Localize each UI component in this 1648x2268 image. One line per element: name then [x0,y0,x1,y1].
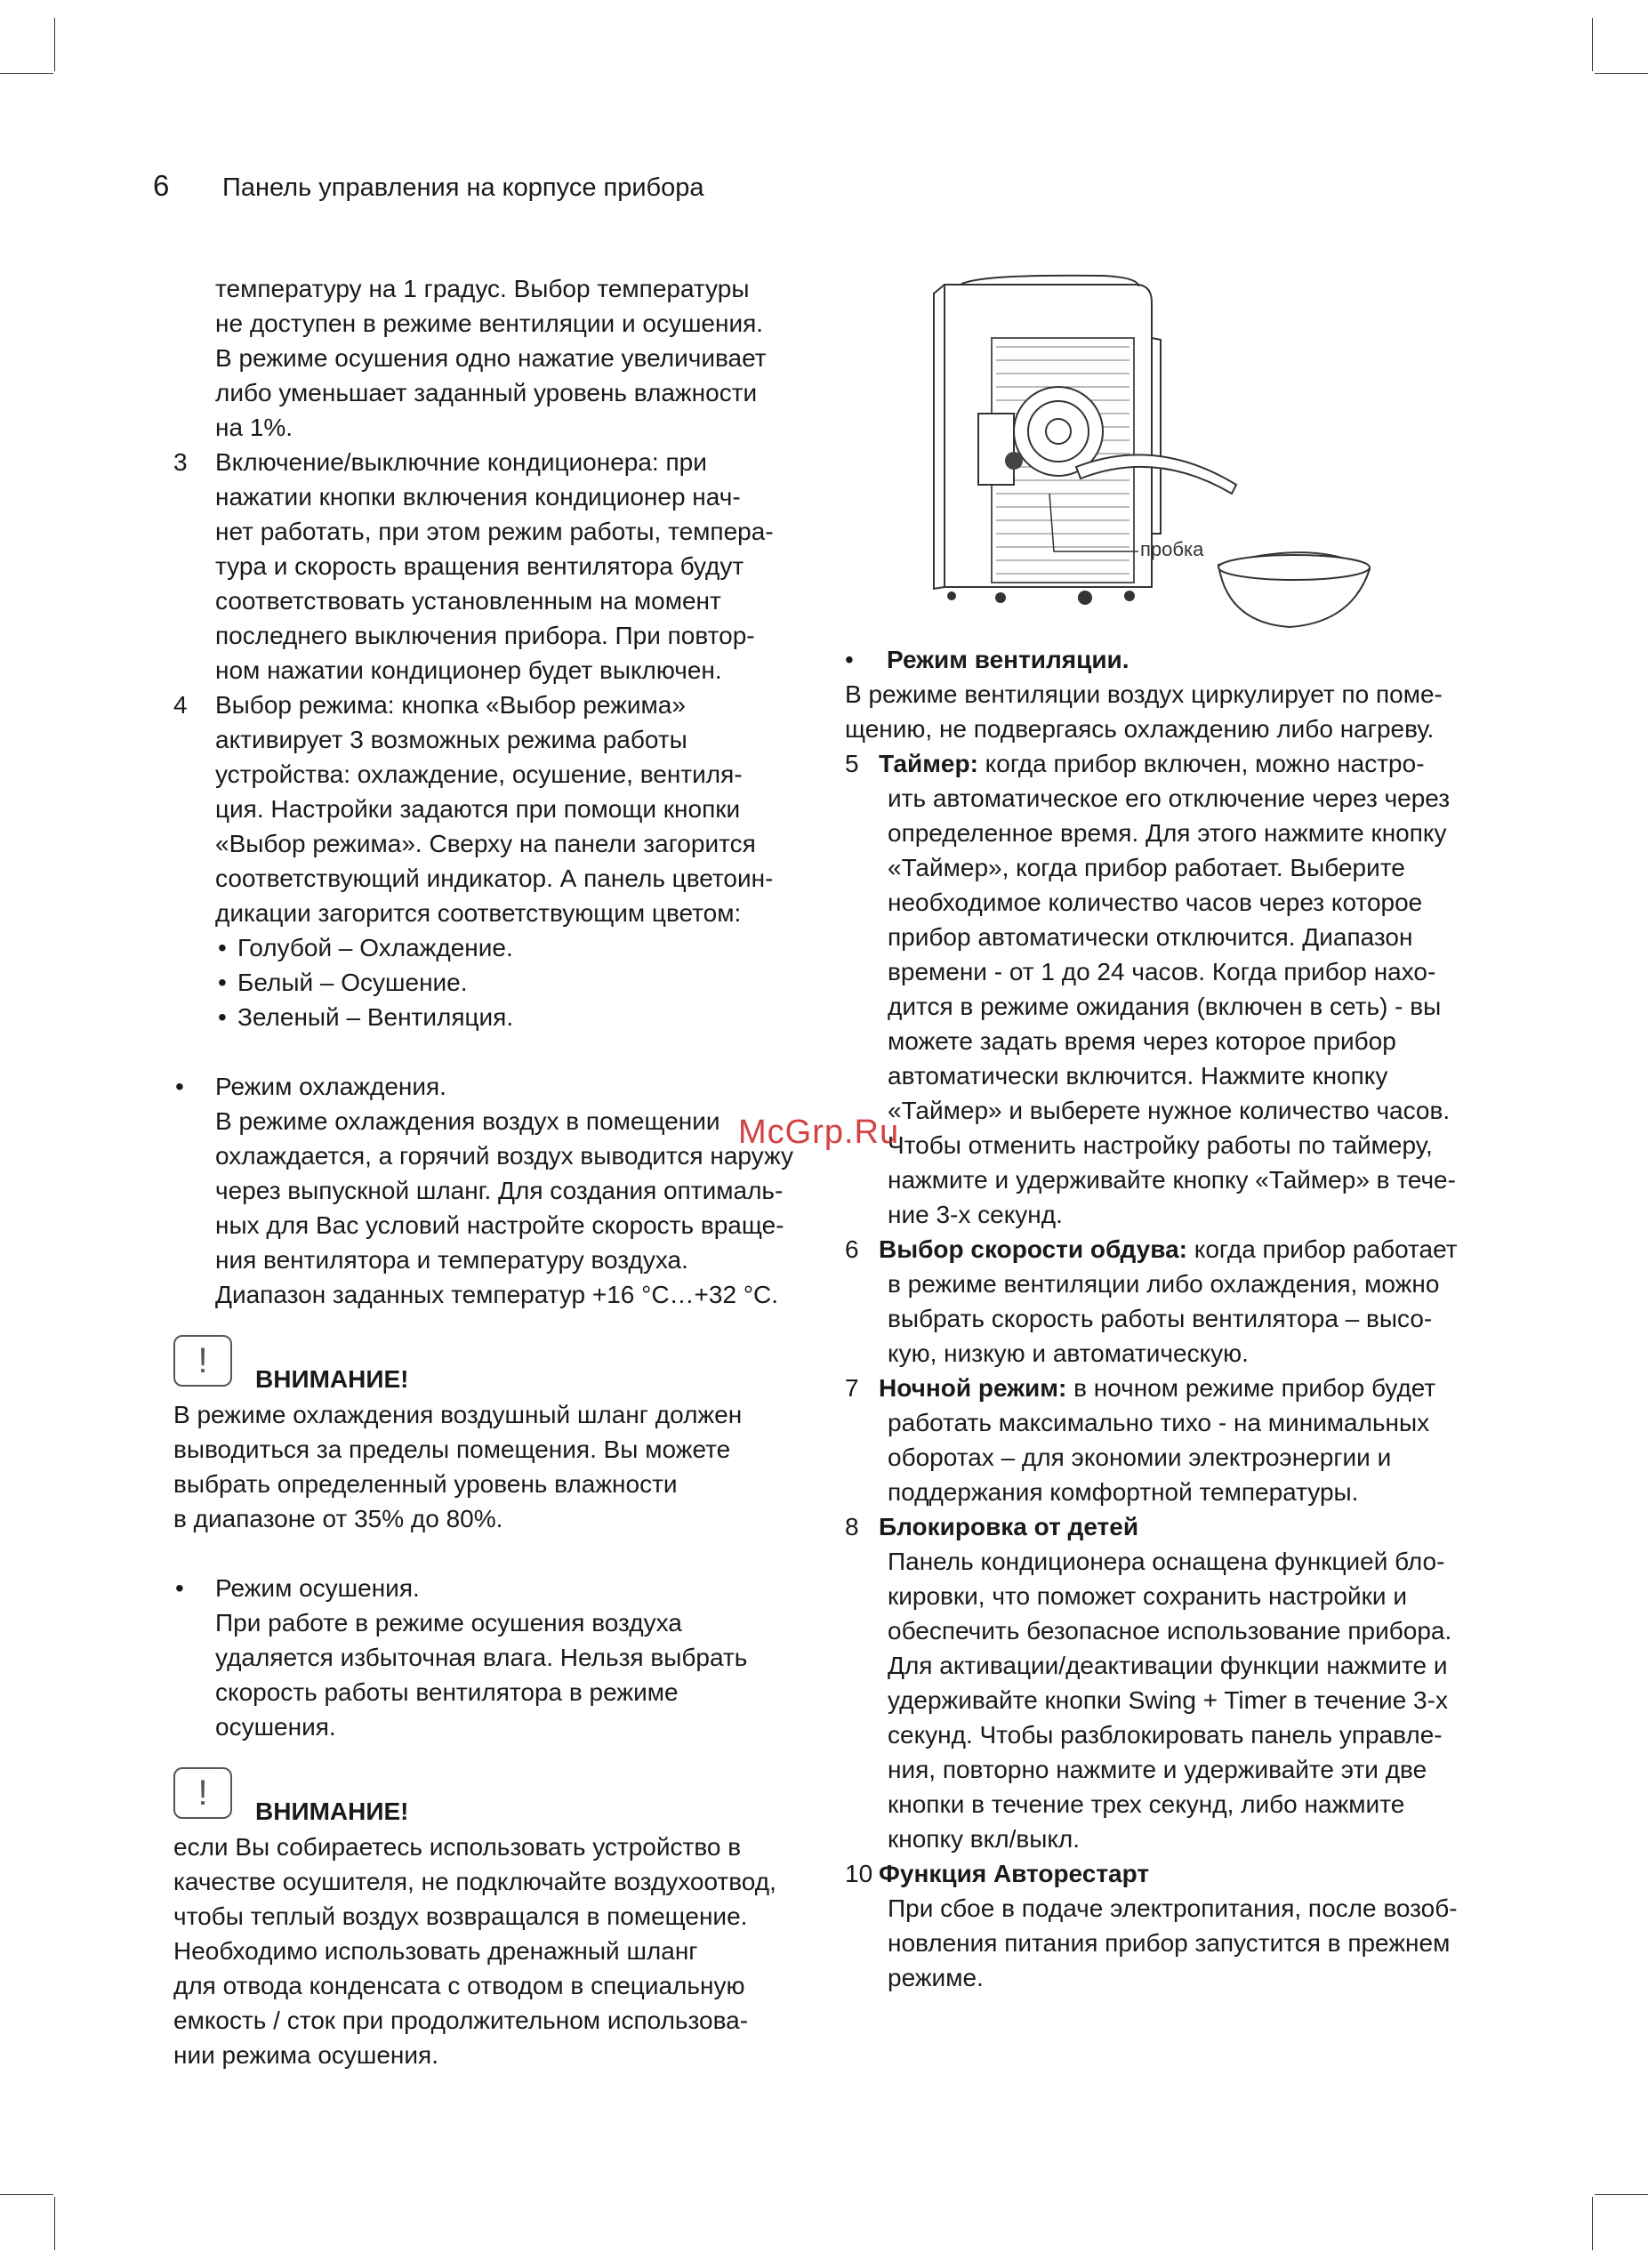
text-line: выбрать определенный уровень влажности [173,1470,678,1498]
item-number: 10 [845,1860,873,1887]
warning-header [173,1328,805,1397]
warning-icon: ! [173,1767,232,1819]
text-line: когда прибор включен, можно настро- [977,750,1425,777]
text-line: Режим охлаждения. [215,1073,446,1100]
list-item-4 [173,688,805,930]
color-list [173,930,805,1034]
list-item-7 [845,1371,1476,1509]
intro-paragraph [173,271,805,445]
page-number: 6 [153,169,170,202]
list-item-3 [173,445,805,688]
item-title: Блокировка от детей [879,1513,1139,1540]
item-number: 3 [173,448,188,476]
item-title: Выбор скорости обдува: [879,1235,1187,1263]
bullet: • [175,1073,184,1100]
crop-mark [1595,2194,1648,2195]
text-line: Панель кондиционера оснащена функцией бло- [888,1548,1445,1575]
color-item-text: Зеленый – Вентиляция. [237,1003,514,1031]
text-line: «Таймер» и выберете нужное количество часов. [888,1097,1451,1124]
text-line: секунд. Чтобы разблокировать панель управле- [888,1721,1443,1749]
page-title: Панель управления на корпусе прибора [222,173,704,202]
text-line: соответствовать установленным на момент [215,587,721,615]
color-item [218,930,805,965]
text-line: соответствующий индикатор. А панель цветоин- [215,865,774,892]
text-line: автоматически включится. Нажмите кнопку [888,1062,1388,1090]
text-line: ния, повторно нажмите и удерживайте эти две [888,1756,1427,1783]
text-line: в режиме вентиляции либо охлаждения, можно [888,1270,1440,1298]
item-title: Таймер: [879,750,978,777]
text-line: нажатии кнопки включения кондиционер нач- [215,483,741,511]
text-line: необходимое количество часов через которое [888,889,1423,916]
text-line: ция. Настройки задаются при помощи кнопки [215,795,741,823]
text-line: В режиме осушения одно нажатие увеличивает [215,344,767,372]
ventilation-title [845,642,1476,677]
text-line: в ночном режиме прибор будет [1066,1374,1436,1402]
text-line: последнего выключения прибора. При повтор- [215,622,755,649]
list-item-8 [845,1509,1476,1856]
text-line: поддержания комфортной температуры. [888,1478,1359,1506]
warning-icon: ! [173,1335,232,1387]
text-line: кнопку вкл/выкл. [888,1825,1081,1853]
warning-title: ВНИМАНИЕ! [255,1365,409,1393]
text-line: удерживайте кнопки Swing + Timer в течение 3-х [888,1686,1448,1714]
text-line: Выбор режима: кнопка «Выбор режима» [215,691,686,719]
item-number: 7 [845,1374,859,1402]
color-item-text: Белый – Осушение. [237,969,468,996]
text-line: «Выбор режима». Сверху на панели загорится [215,830,756,857]
bullet: • [175,1574,184,1602]
text-line: скорость работы вентилятора в режиме [215,1678,679,1706]
text-line: Диапазон заданных температур +16 °С…+32 °С. [215,1281,779,1308]
crop-mark [54,2197,55,2250]
ventilation-text [845,677,1476,746]
figure-label: пробка [1140,538,1204,560]
bullet: • [218,934,227,961]
warning-text [173,1830,805,2072]
color-item [218,965,805,1000]
warning-text [173,1397,805,1536]
text-line: осушения. [215,1713,336,1741]
text-line: Чтобы отменить настройку работы по таймеру, [888,1131,1433,1159]
item-number: 8 [845,1513,859,1540]
right-column [845,642,1476,1995]
text-line: «Таймер», когда прибор работает. Выберите [888,854,1405,881]
text-line: емкость / сток при продолжительном использова- [173,2007,749,2034]
text-line: нажмите и удерживайте кнопку «Таймер» в тече- [888,1166,1456,1194]
text-line: При сбое в подаче электропитания, после возоб- [888,1894,1458,1922]
text-line: можете задать время через которое прибор [888,1027,1396,1055]
crop-mark [0,73,53,74]
text-line: на 1%. [215,414,293,441]
item-number: 6 [845,1235,859,1263]
bullet: • [845,646,854,673]
section-title: Режим вентиляции. [887,646,1129,673]
text-line: температуру на 1 градус. Выбор температуры [215,275,750,302]
bullet: • [218,1003,227,1031]
text-line: обеспечить безопасное использование прибора. [888,1617,1452,1645]
list-item-5 [845,746,1476,1232]
text-line: ных для Вас условий настройте скорость враще- [215,1211,784,1239]
text-line: В режиме охлаждения воздушный шланг должен [173,1401,743,1428]
watermark: McGrp.Ru [738,1114,900,1151]
text-line: кнопки в течение трех секунд, либо нажмите [888,1790,1405,1818]
text-line: кировки, что поможет сохранить настройки и [888,1582,1407,1610]
left-column [173,271,805,2072]
item-title: Функция Авторестарт [879,1860,1150,1887]
crop-mark [1592,18,1593,71]
text-line: охлаждается, а горячий воздух выводится наружу [215,1142,794,1170]
text-line: ном нажатии кондиционер будет выключен. [215,656,722,684]
crop-mark [54,18,55,71]
text-line: удаляется избыточная влага. Нельзя выбрать [215,1644,748,1671]
text-line: Включение/выключние кондиционера: при [215,448,707,476]
text-line: В режиме вентиляции воздух циркулирует по поме- [845,680,1443,708]
list-item-10 [845,1856,1476,1995]
item-number: 5 [845,750,859,777]
text-line: В режиме охлаждения воздух в помещении [215,1107,720,1135]
text-line: прибор автоматически отключится. Диапазон [888,923,1413,951]
text-line: для отвода конденсата с отводом в специальную [173,1972,745,1999]
text-line: либо уменьшает заданный уровень влажности [215,379,758,406]
text-line: режиме. [888,1964,984,1991]
text-line: Режим осушения. [215,1574,420,1602]
color-item [218,1000,805,1034]
text-line: активирует 3 возможных режима работы [215,726,687,753]
text-line: выбрать скорость работы вентилятора – высо- [888,1305,1433,1332]
text-line: нет работать, при этом режим работы, темпера- [215,518,774,545]
air-conditioner-drain-illustration [925,267,1423,631]
list-item-6 [845,1232,1476,1371]
crop-mark [1592,2197,1593,2250]
text-line: качестве осушителя, не подключайте воздухоотвод, [173,1868,776,1895]
text-line: щению, не подвергаясь охлаждению либо нагреву. [845,715,1435,743]
warning-header [173,1760,805,1830]
text-line: ить автоматическое его отключение через через [888,784,1451,812]
text-line: через выпускной шланг. Для создания оптималь- [215,1177,784,1204]
text-line: ния вентилятора и температуру воздуха. [215,1246,688,1274]
drying-section [173,1571,805,1744]
text-line: не доступен в режиме вентиляции и осушения. [215,310,764,337]
text-line: выводиться за пределы помещения. Вы можете [173,1436,731,1463]
text-line: дится в режиме ожидания (включен в сеть) - вы [888,993,1442,1020]
text-line: При работе в режиме осушения воздуха [215,1609,682,1637]
text-line: кую, низкую и автоматическую. [888,1339,1249,1367]
text-line: времени - от 1 до 24 часов. Когда прибор нахо- [888,958,1436,985]
warning-title: ВНИМАНИЕ! [255,1798,409,1825]
text-line: Для активации/деактивации функции нажмите и [888,1652,1448,1679]
text-line: чтобы теплый воздух возвращался в помещение. [173,1902,748,1930]
text-line: дикации загорится соответствующим цветом: [215,899,742,927]
item-title: Ночной режим: [879,1374,1067,1402]
text-line: нии режима осушения. [173,2041,438,2069]
text-line: работать максимально тихо - на минимальных [888,1409,1430,1436]
text-line: определенное время. Для этого нажмите кнопку [888,819,1447,847]
text-line: ние 3-х секунд. [888,1201,1063,1228]
text-line: Необходимо использовать дренажный шланг [173,1937,698,1965]
text-line: в диапазоне от 35% до 80%. [173,1505,503,1532]
page-header [153,169,704,203]
text-line: устройства: охлаждение, осушение, вентиля- [215,760,743,788]
text-line: тура и скорость вращения вентилятора будут [215,552,744,580]
text-line: новления питания прибор запустится в прежнем [888,1929,1451,1957]
color-item-text: Голубой – Охлаждение. [237,934,513,961]
text-line: когда прибор работает [1186,1235,1458,1263]
cooling-section [173,1069,805,1312]
bullet: • [218,969,227,996]
text-line: оборотах – для экономии электроэнергии и [888,1444,1392,1471]
crop-mark [0,2194,53,2195]
text-line: если Вы собираетесь использовать устройство в [173,1833,742,1861]
item-number: 4 [173,691,188,719]
crop-mark [1595,73,1648,74]
